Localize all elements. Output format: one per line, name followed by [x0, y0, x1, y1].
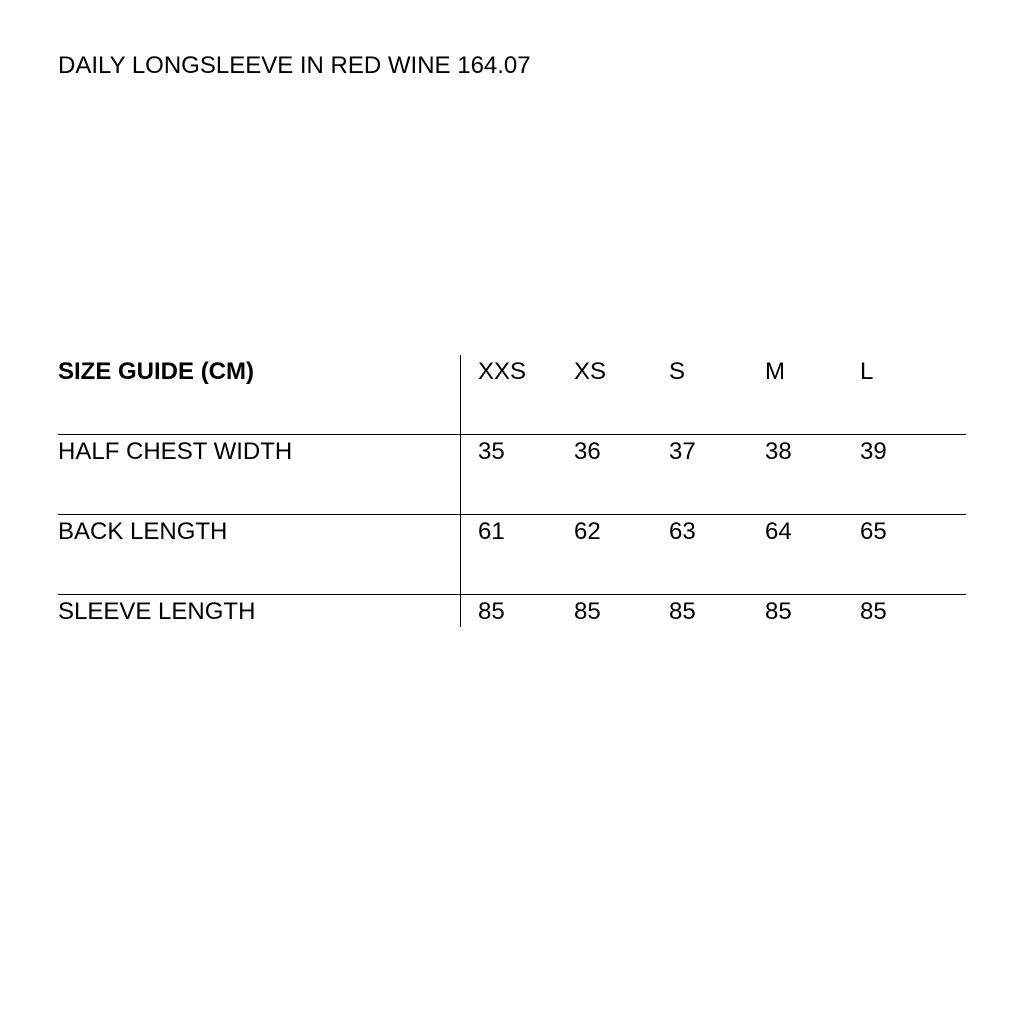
table-cell: 35: [478, 438, 505, 465]
table-cell: 39: [860, 438, 887, 465]
table-cell: 85: [669, 598, 696, 625]
row-label: SLEEVE LENGTH: [58, 598, 256, 625]
table-cell: 85: [765, 598, 792, 625]
size-header-m: M: [765, 358, 785, 385]
size-header-s: S: [669, 358, 686, 385]
table-cell: 64: [765, 518, 792, 545]
table-cell: 85: [574, 598, 601, 625]
table-cell: 85: [860, 598, 887, 625]
table-row: [58, 595, 966, 632]
table-header-row: [58, 355, 966, 435]
table-cell: 36: [574, 438, 601, 465]
product-title: DAILY LONGSLEEVE IN RED WINE 164.07: [58, 52, 531, 79]
table-cell: 38: [765, 438, 792, 465]
table-cell: 37: [669, 438, 696, 465]
table-row: [58, 435, 966, 515]
row-label: HALF CHEST WIDTH: [58, 438, 293, 465]
size-header-xxs: XXS: [478, 358, 527, 385]
size-header-xs: XS: [574, 358, 607, 385]
table-cell: 63: [669, 518, 696, 545]
table-cell: 62: [574, 518, 601, 545]
size-header-l: L: [860, 358, 874, 385]
table-cell: 65: [860, 518, 887, 545]
size-guide-heading: SIZE GUIDE (CM): [58, 358, 254, 385]
table-row: [58, 515, 966, 595]
table-cell: 61: [478, 518, 505, 545]
table-cell: 85: [478, 598, 505, 625]
size-guide-table: [58, 355, 966, 632]
row-label: BACK LENGTH: [58, 518, 228, 545]
